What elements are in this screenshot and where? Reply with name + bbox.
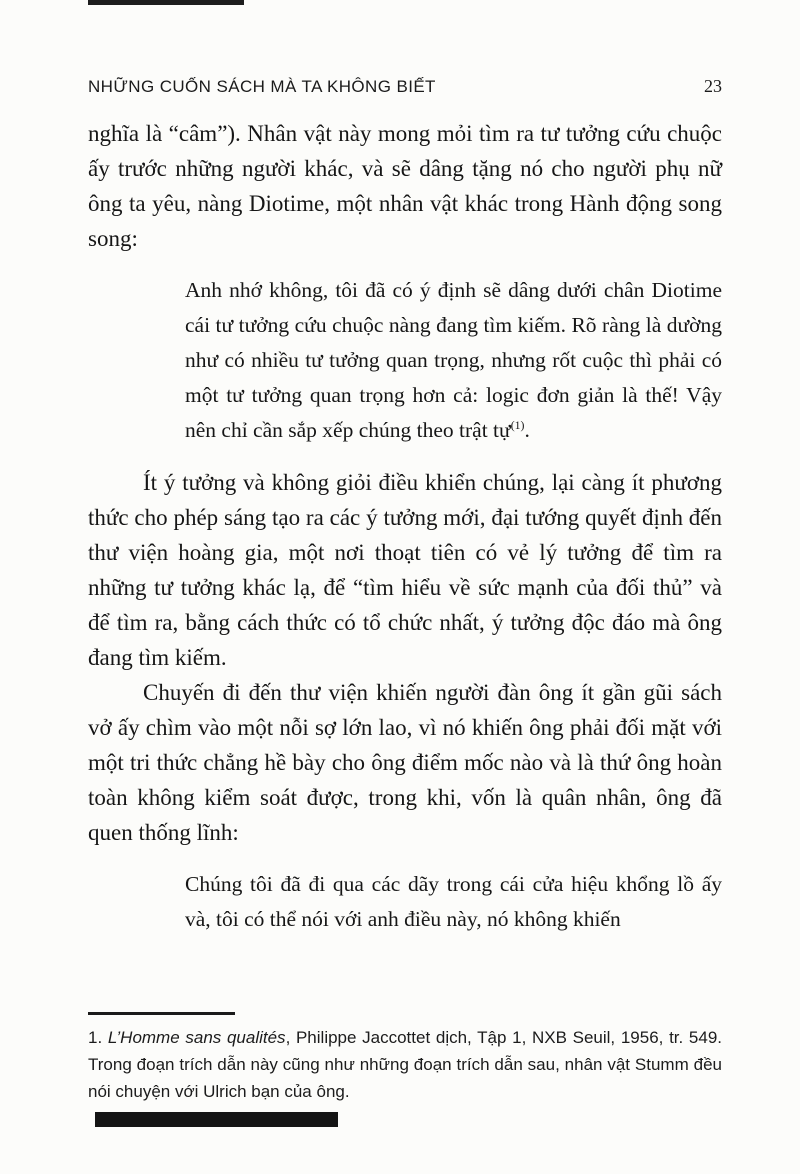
block-quote-2: Chúng tôi đã đi qua các dãy trong cái cửa hiệu khổng lồ ấy và, tôi có thể nói với anh điều này, nó không khiến <box>185 872 722 931</box>
page-header <box>88 76 722 97</box>
scan-artifact-top <box>88 0 244 5</box>
scan-artifact-bottom <box>95 1112 338 1127</box>
footnote-body: , Philippe Jaccottet dịch, Tập 1, NXB Seuil, 1956, tr. 549. Trong đoạn trích dẫn này cũng như những đoạn trích dẫn sau, nhân vật Stumm đều nói chuyện với Ulrich bạn của ông. <box>88 1028 723 1101</box>
footnote-reference-marker: (1) <box>510 417 525 432</box>
paragraph-3: Chuyến đi đến thư viện khiến người đàn ông ít gần gũi sách vở ấy chìm vào một nỗi sợ lớn lao, vì nó khiến ông phải đối mặt với một tri thức chẳng hề bày cho ông điểm mốc nào và là thứ ông hoàn toàn không kiểm soát được, trong khi, vốn là quân nhân, ông đã quen thống lĩnh: <box>88 680 722 845</box>
footnote-text <box>88 1024 722 1105</box>
footnote-work-title: L’Homme sans qualités <box>107 1028 286 1047</box>
quote-1-suffix: . <box>524 418 530 442</box>
page-number: 23 <box>704 76 722 96</box>
footnote-divider <box>88 1012 235 1015</box>
page-body <box>88 116 722 954</box>
paragraph-2: Ít ý tưởng và không giỏi điều khiển chúng, lại càng ít phương thức cho phép sáng tạo ra các ý tưởng mới, đại tướng quyết định đến thư viện hoàng gia, một nơi thoạt tiên có vẻ lý tưởng để tìm ra những tư tưởng khác lạ, để “tìm hiểu về sức mạnh của đối thủ” và để tìm ra, bằng cách thức có tổ chức nhất, ý tưởng độc đáo mà ông đang tìm kiếm. <box>88 470 722 670</box>
paragraph-1: nghĩa là “câm”). Nhân vật này mong mỏi tìm ra tư tưởng cứu chuộc ấy trước những người khác, và sẽ dâng tặng nó cho người phụ nữ ông ta yêu, nàng Diotime, một nhân vật khác trong Hành động song song: <box>88 121 722 251</box>
footnote-number: 1. <box>88 1028 108 1047</box>
quote-1-text: Anh nhớ không, tôi đã có ý định sẽ dâng dưới chân Diotime cái tư tưởng cứu chuộc nàng đang tìm kiếm. Rõ ràng là dường như có nhiều tư tưởng quan trọng, nhưng rốt cuộc thì phải có một tư tưởng quan trọng hơn cả: logic đơn giản là thế! Vậy nên chỉ cần sắp xếp chúng theo trật tự <box>185 278 722 442</box>
footnote-section <box>88 1012 722 1105</box>
block-quote-1 <box>185 273 722 448</box>
running-title: NHỮNG CUỐN SÁCH MÀ TA KHÔNG BIẾT <box>88 77 436 96</box>
